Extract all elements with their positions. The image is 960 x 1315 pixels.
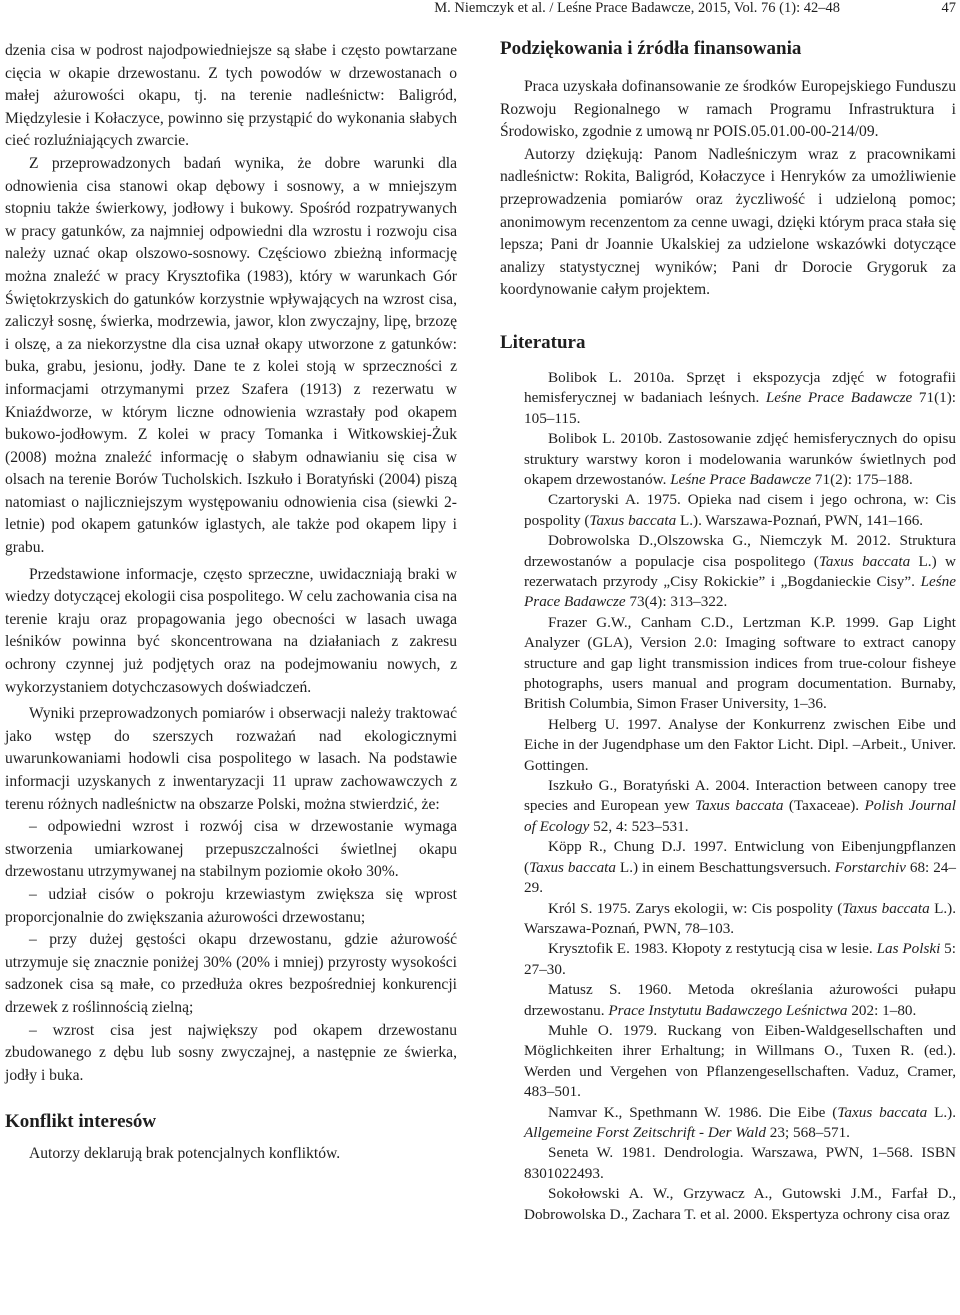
body-paragraph: Z przeprowadzonych badań wynika, że dobre warunki dla odnowienia cisa stanowi okap dębowy i sosnowy, a w mniejszym stopniu także świerkowy, jodłowy i bukowy. Spośród rozpatrywanych w pracy gatunków, za najmniej odpowiedni dla wzrostu i rozwoju cisa należy uznać okap olszowo-sosnowy. Częściowo zbieżną informację można znaleźć w pracy Krysztofika (1983), który w warunkach Gór Świętokrzyskich do gatunków korzystnie wpływających na wzrost cisa, zaliczył sosnę, świerka, modrzewia, jawor, klon zwyczajny, lipę, brzozę i olszę, a za niekorzystne dla cisa uznał okapy utworzone z gatunków: buka, grabu, jesionu, jodły. Dane te z kolei stoją w sprzeczności z informacjami otrzymanymi przez Szafera (1913) z rezerwatu w Kniaźdworze, w którym liczne odnowienia wzrastały pod okapem bukowo-jodłowym. Z kolei w pracy Tomanka i Witkowskiej-Żuk (2008) można znaleźć informację o słabym odnawianiu się cisa w olsach na terenie Borów Tucholskich. Iszkuło i Boratyński (2004) piszą natomiast o najliczniejszym występowaniu odnowienia cisa (siewki 2-letnie) pod okapem gatunków iglastych, ale także pod okapem lipy i grabu.	[5, 154, 457, 557]
reference-item: Helberg U. 1997. Analyse der Konkurrenz zwischen Eibe und Eiche in der Jugendphase um den Faktor Licht. Dipl. –Arbeit., Univer. Gottingen.	[524, 715, 956, 774]
conclusion-item: – przy dużej gęstości okapu drzewostanu, gdzie ażurowość utrzymuje się znacznie poniżej 30% (20% i mniej) przyrosty wysokości sadzonek cisa są małe, co przedłuża okres bezpośredniej konkurencji drzewek z roślinnością zielną;	[5, 931, 457, 1016]
right-column	[500, 40, 956, 1225]
reference-item: Matusz S. 1960. Metoda określania ażurowości pułapu drzewostanu. Prace Instytutu Badawczego Leśnictwa 202: 1–80.	[524, 981, 956, 1019]
conflict-text: Autorzy deklarują brak potencjalnych konfliktów.	[29, 1145, 341, 1163]
reference-item: Sokołowski A. W., Grzywacz A., Gutowski J.M., Farfał D., Dobrowolska D., Zachara T. et al. 2000. Ekspertyza ochrony cisa oraz	[524, 1185, 956, 1223]
body-paragraph: dzenia cisa w podrost najodpowiedniejsze są słabe i często powtarzane cięcia w okapie drzewostanu. Z tych powodów w drzewostanach o małej ażurowości okapu, tj. na terenie nadleśnictw: Baligród, Międzylesie i Kołaczyce, powinno się przystąpić do wykonania słabych cieć rozluźniających zwarcie.	[5, 42, 457, 150]
reference-item: Bolibok L. 2010a. Sprzęt i ekspozycja zdjęć w fotografii hemisferycznej w badaniach leśnych. Leśne Prace Badawcze 71(1): 105–115.	[524, 368, 956, 427]
reference-item: Seneta W. 1981. Dendrologia. Warszawa, PWN, 1–568. ISBN 8301022493.	[524, 1144, 956, 1182]
body-paragraph: Wyniki przeprowadzonych pomiarów i obserwacji należy traktować jako wstęp do szerszych rozważań nad ekologicznymi uwarunkowaniami hodowli cisa pospolitego w lasach. Na podstawie informacji uzyskanych z inwentaryzacji 11 upraw zachowawczych z terenu różnych nadleśnictw na obszarze Polski, można stwierdzić, że:	[5, 705, 457, 813]
funding-heading: Podziękowania i źródła finansowania	[500, 38, 802, 59]
conclusion-item: – wzrost cisa jest największy pod okapem drzewostanu zbudowanego z dębu lub sosny zwyczajnej, a następnie ze świerka, jodły i buka.	[5, 1021, 457, 1084]
reference-item: Muhle O. 1979. Ruckang von Eiben-Waldgesellschaften und Möglichkeiten ihrer Erhaltung; in Willmans O., Tuxen R. (ed.). Werden und Vergehen von Pflanzengesellschaften. Vaduz, Cramer, 483–501.	[524, 1021, 956, 1101]
reference-item: Dobrowolska D.,Olszowska G., Niemczyk M. 2012. Struktura drzewostanów a populacje cisa pospolitego (Taxus baccata L.) w rezerwatach przyrody „Cisy Rokickie” i „Bogdanieckie Cisy”. Leśne Prace Badawcze 73(4): 313–322.	[524, 532, 956, 611]
conflict-heading: Konflikt interesów	[5, 1111, 157, 1133]
reference-item: Czartoryski A. 1975. Opieka nad cisem i jego ochrona, w: Cis pospolity (Taxus baccata L.). Warszawa-Poznań, PWN, 141–166.	[524, 491, 956, 529]
page-number: 47	[941, 0, 956, 16]
conclusion-item: – udział cisów o pokroju krzewiastym zwiększa się wprost proporcjonalnie do zwiększania ażurowości drzewostanu;	[5, 885, 457, 926]
reference-item: Frazer G.W., Canham C.D., Lertzman K.P. 1999. Gap Light Analyzer (GLA), Version 2.0: Imaging software to extract canopy structure and gap light transmission indices from true-colour fisheye photographs, users manual and program documentation. Burnaby, British Columbia, Simon Fraser University, 1–36.	[524, 613, 956, 713]
acknowledgement-paragraph: Autorzy dziękują: Panom Nadleśniczym wraz z pracownikami nadleśnictw: Rokita, Baligród, Kołaczyce i Henryków za umożliwienie przeprowadzenia pomiarów oraz życzliwość i udzieloną pomoc; anonimowym recenzentom za cenne uwagi, dzięki którym praca stała się lepsza; Pani dr Joannie Ukalskiej za udzielone wskazówki dotyczące analizy statystycznej wyników; Pani dr Dorocie Grygoruk za koordynowanie całym projektem.	[500, 145, 956, 299]
reference-item: Iszkuło G., Boratyński A. 2004. Interaction between canopy tree species and European yew Taxus baccata (Taxaceae). Polish Journal of Ecology 52, 4: 523–531.	[524, 777, 956, 835]
running-head	[0, 0, 960, 16]
funding-paragraph: Praca uzyskała dofinansowanie ze środków Europejskiego Funduszu Rozwoju Regionalnego w ramach Programu Infrastruktura i Środowisko, zgodnie z umową nr POIS.05.01.00-00-214/09.	[500, 78, 956, 141]
reference-item: Krysztofik E. 1983. Kłopoty z restytucją cisa w lesie. Las Polski 5: 27–30.	[524, 940, 956, 978]
reference-item: Namvar K., Spethmann W. 1986. Die Eibe (Taxus baccata L.). Allgemeine Forst Zeitschrift - Der Wald 23; 568–571.	[524, 1103, 957, 1141]
left-column	[5, 40, 457, 1166]
running-head-citation: M. Niemczyk et al. / Leśne Prace Badawcze, 2015, Vol. 76 (1): 42–48	[434, 0, 840, 16]
reference-list	[500, 368, 956, 1225]
reference-item: Bolibok L. 2010b. Zastosowanie zdjęć hemisferycznych do opisu struktury warstwy koron i modelowania warunków świetlnych pod okapem drzewostanów. Leśne Prace Badawcze 71(2): 175–188.	[524, 430, 956, 488]
reference-item: Köpp R., Chung D.J. 1997. Entwiclung von Eibenjungpflanzen (Taxus baccata L.) in einem Beschattungsversuch. Forstarchiv 68: 24–29.	[524, 838, 956, 897]
literature-heading: Literatura	[500, 331, 586, 353]
body-paragraph: Przedstawione informacje, często sprzeczne, uwidaczniają braki w wiedzy dotyczącej ekologii cisa pospolitego. W celu zachowania cisa na terenie kraju oraz propagowania jego obecności w lasach uwaga leśników powinna być skoncentrowana na działaniach z zakresu ochrony czynnej już podjętych oraz na podejmowaniu nowych, z wykorzystaniem dotychczasowych doświadczeń.	[5, 565, 457, 696]
conclusion-item: – odpowiedni wzrost i rozwój cisa w drzewostanie wymaga stworzenia umiarkowanej przepuszczalności świetlnej okapu drzewostanu utrzymywanej na stabilnym poziomie około 30%.	[5, 818, 457, 881]
reference-item: Król S. 1975. Zarys ekologii, w: Cis pospolity (Taxus baccata L.). Warszawa-Poznań, PWN, 78–103.	[524, 899, 957, 937]
